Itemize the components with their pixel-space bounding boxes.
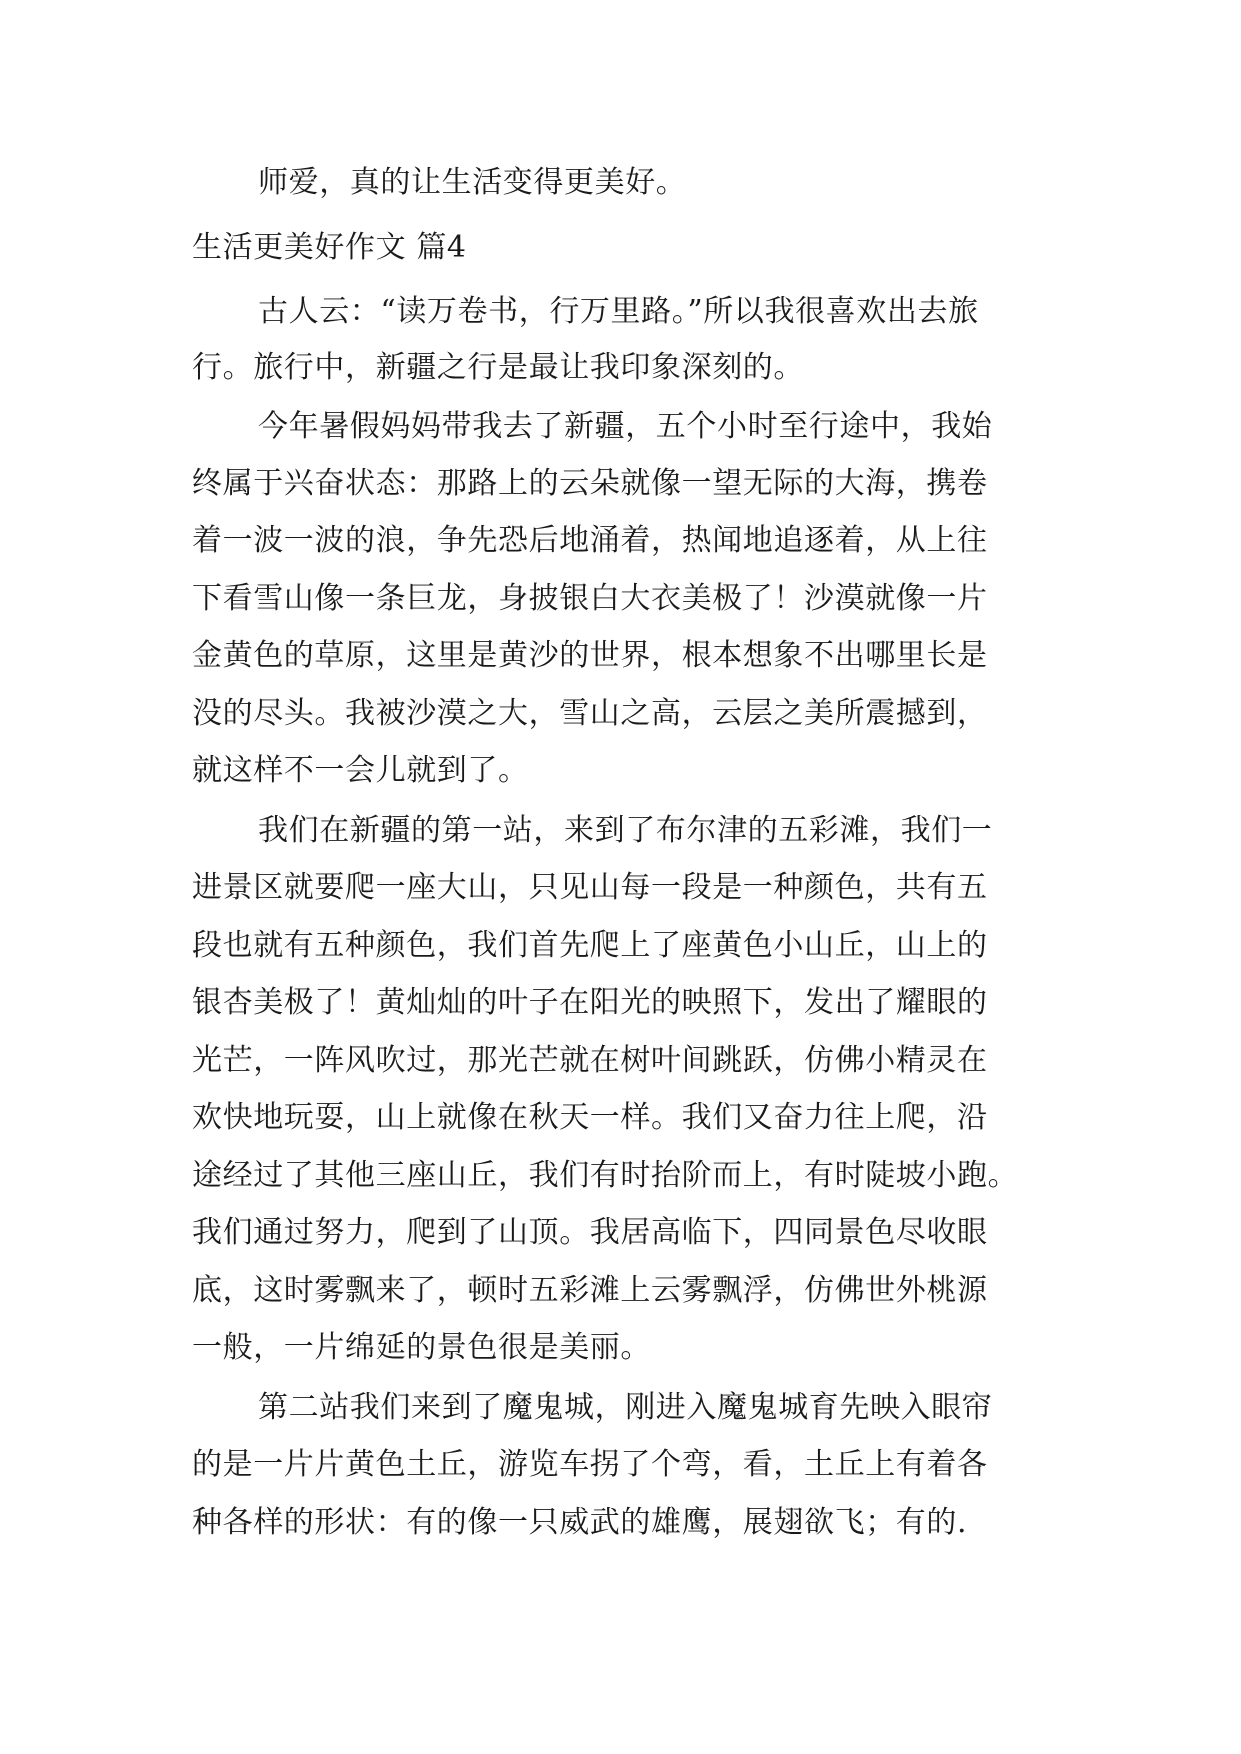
paragraph-line: 光芒，一阵风吹过，那光芒就在树叶间跳跃，仿佛小精灵在 xyxy=(192,1043,988,1078)
paragraph-line: 的是一片片黄色土丘，游览车拐了个弯，看，土丘上有着各 xyxy=(192,1447,988,1482)
paragraph-line: 金黄色的草原，这里是黄沙的世界，根本想象不出哪里长是 xyxy=(192,638,988,673)
paragraph-line: 没的尽头。我被沙漠之大，雪山之高，云层之美所震撼到， xyxy=(192,696,988,731)
paragraph-line: 第二站我们来到了魔鬼城，刚进入魔鬼城育先映入眼帘 xyxy=(258,1390,993,1425)
paragraph-line: 就这样不一会儿就到了。 xyxy=(192,753,529,788)
section-heading: 生活更美好作文 篇4 xyxy=(192,230,467,265)
paragraph-line: 途经过了其他三座山丘，我们有时抬阶而上，有时陡坡小跑。 xyxy=(192,1158,1019,1193)
paragraph-line: 行。旅行中，新疆之行是最让我印象深刻的。 xyxy=(192,350,804,385)
paragraph-line: 下看雪山像一条巨龙，身披银白大衣美极了！沙漠就像一片 xyxy=(192,581,988,616)
paragraph-line: 进景区就要爬一座大山，只见山每一段是一种颜色，共有五 xyxy=(192,870,988,905)
paragraph-line: 我们通过努力，爬到了山顶。我居高临下，四同景色尽收眼 xyxy=(192,1215,988,1250)
paragraph-line: 银杏美极了！黄灿灿的叶子在阳光的映照下，发出了耀眼的 xyxy=(192,985,988,1020)
paragraph-line: 古人云：“读万卷书，行万里路。”所以我很喜欢出去旅 xyxy=(258,294,979,329)
paragraph-line: 我们在新疆的第一站，来到了布尔津的五彩滩，我们一 xyxy=(258,813,993,848)
paragraph-line: 欢快地玩耍，山上就像在秋天一样。我们又奋力往上爬，沿 xyxy=(192,1100,988,1135)
paragraph-line: 段也就有五种颜色，我们首先爬上了座黄色小山丘，山上的 xyxy=(192,928,988,963)
paragraph-line: 今年暑假妈妈带我去了新疆，五个小时至行途中，我始 xyxy=(258,409,993,444)
paragraph-line: 着一波一波的浪，争先恐后地涌着，热闻地追逐着，从上往 xyxy=(192,523,988,558)
paragraph-line: 底，这时雾飘来了，顿时五彩滩上云雾飘浮，仿佛世外桃源 xyxy=(192,1273,988,1308)
paragraph-line: 种各样的形状：有的像一只威武的雄鹰，展翅欲飞；有的. xyxy=(192,1505,968,1540)
paragraph-line: 师爱，真的让生活变得更美好。 xyxy=(258,165,687,200)
paragraph-line: 终属于兴奋状态：那路上的云朵就像一望无际的大海，携卷 xyxy=(192,466,988,501)
paragraph-line: 一般，一片绵延的景色很是美丽。 xyxy=(192,1330,651,1365)
